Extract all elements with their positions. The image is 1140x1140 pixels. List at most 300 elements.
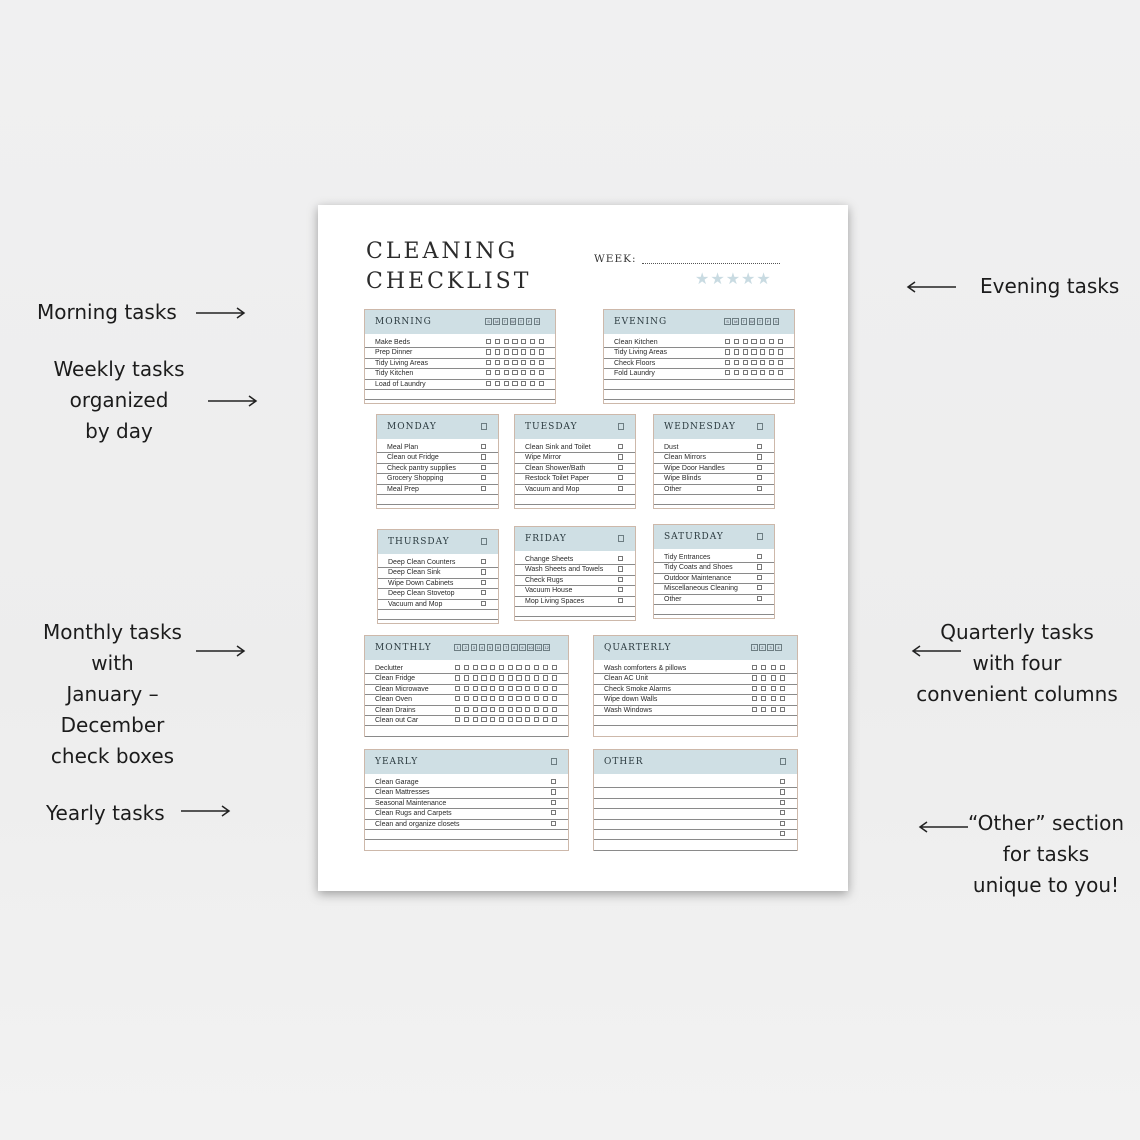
task-checkbox[interactable] — [495, 381, 500, 386]
task-label: Tidy Entrances — [664, 554, 711, 561]
task-checkbox[interactable] — [534, 686, 539, 691]
task-checkbox[interactable] — [521, 370, 526, 375]
task-checkbox[interactable] — [508, 665, 513, 670]
wednesday-title: WEDNESDAY — [664, 422, 736, 432]
task-label: Dust — [664, 444, 679, 451]
task-checkbox[interactable] — [521, 360, 526, 365]
task-checkbox[interactable] — [481, 475, 486, 480]
tuesday-title: TUESDAY — [525, 422, 578, 432]
task-checkbox[interactable] — [778, 339, 783, 344]
task-checkbox[interactable] — [473, 707, 478, 712]
task-row — [594, 830, 797, 840]
task-checkbox[interactable] — [618, 454, 623, 459]
task-checkbox[interactable] — [481, 601, 486, 606]
task-checkbox[interactable] — [508, 696, 513, 701]
task-checkbox[interactable] — [504, 349, 509, 354]
task-checkbox[interactable] — [490, 675, 495, 680]
column-label: 8 — [511, 644, 518, 651]
task-checkbox[interactable] — [725, 339, 730, 344]
note-morning: Morning tasks — [37, 300, 177, 324]
task-label: Tidy Coats and Shoes — [664, 564, 733, 572]
task-checkbox[interactable] — [761, 707, 766, 712]
task-row — [515, 443, 635, 453]
task-checkbox[interactable] — [778, 360, 783, 365]
task-checkbox[interactable] — [516, 665, 521, 670]
task-checkbox[interactable] — [464, 675, 469, 680]
task-checkbox[interactable] — [551, 821, 556, 826]
week-field[interactable] — [642, 263, 780, 264]
task-checkbox[interactable] — [499, 696, 504, 701]
wednesday-section — [653, 414, 775, 509]
monthly-column-headers — [454, 644, 550, 651]
task-checkbox[interactable] — [743, 370, 748, 375]
task-checkbox[interactable] — [543, 665, 548, 670]
task-row — [515, 485, 635, 495]
yearly-header — [365, 750, 568, 774]
task-checkbox[interactable] — [543, 707, 548, 712]
header-checkbox[interactable] — [780, 758, 787, 765]
column-label: F — [526, 318, 533, 325]
task-checkbox[interactable] — [760, 360, 765, 365]
task-checkbox[interactable] — [780, 789, 785, 794]
task-checkbox[interactable] — [499, 686, 504, 691]
task-checkbox[interactable] — [525, 675, 530, 680]
task-checkbox[interactable] — [499, 717, 504, 722]
tuesday-section — [514, 414, 636, 509]
task-checkbox[interactable] — [486, 381, 491, 386]
task-checkbox[interactable] — [752, 675, 757, 680]
task-checkbox[interactable] — [552, 665, 557, 670]
friday-column-headers — [618, 535, 625, 542]
task-checkbox[interactable] — [490, 665, 495, 670]
task-checkbox[interactable] — [495, 370, 500, 375]
task-checkbox[interactable] — [521, 349, 526, 354]
task-checkbox[interactable] — [455, 717, 460, 722]
header-checkbox[interactable] — [618, 423, 625, 430]
task-checkbox[interactable] — [508, 675, 513, 680]
task-checkbox[interactable] — [618, 566, 623, 571]
task-checkbox[interactable] — [481, 707, 486, 712]
task-checkbox[interactable] — [543, 696, 548, 701]
task-checkbox[interactable] — [473, 717, 478, 722]
task-checkbox[interactable] — [490, 686, 495, 691]
task-row — [515, 555, 635, 565]
task-checkbox[interactable] — [473, 665, 478, 670]
task-checkbox[interactable] — [760, 349, 765, 354]
task-checkbox[interactable] — [743, 349, 748, 354]
header-checkbox[interactable] — [757, 423, 764, 430]
task-checkbox[interactable] — [771, 675, 776, 680]
task-checkbox[interactable] — [543, 686, 548, 691]
task-checkbox[interactable] — [761, 665, 766, 670]
task-checkbox[interactable] — [455, 707, 460, 712]
column-label: T — [518, 318, 525, 325]
task-checkbox[interactable] — [455, 665, 460, 670]
task-label: Clean Shower/Bath — [525, 464, 586, 472]
task-row — [594, 695, 797, 705]
task-checkbox[interactable] — [516, 686, 521, 691]
task-checkbox[interactable] — [512, 381, 517, 386]
task-row — [594, 716, 797, 726]
column-label: 12 — [544, 645, 549, 650]
task-label: Deep Clean Counters — [388, 559, 456, 566]
task-checkbox[interactable] — [481, 696, 486, 701]
task-checkbox[interactable] — [516, 696, 521, 701]
task-checkbox[interactable] — [504, 339, 509, 344]
task-row — [515, 495, 635, 505]
saturday-title: SATURDAY — [664, 532, 724, 542]
task-checkbox[interactable] — [734, 339, 739, 344]
task-checkbox[interactable] — [481, 454, 486, 459]
task-checkbox[interactable] — [486, 360, 491, 365]
task-checkbox[interactable] — [761, 696, 766, 701]
task-label: Vacuum House — [525, 587, 573, 595]
evening-title: EVENING — [614, 317, 668, 327]
task-checkbox[interactable] — [552, 717, 557, 722]
friday-header — [515, 527, 635, 551]
header-checkbox[interactable] — [618, 535, 625, 542]
task-checkbox[interactable] — [757, 465, 762, 470]
task-row — [654, 584, 774, 594]
note-other: “Other” section for tasks unique to you! — [967, 811, 1125, 897]
task-checkbox[interactable] — [525, 717, 530, 722]
task-checkbox[interactable] — [481, 569, 486, 574]
task-checkbox[interactable] — [761, 686, 766, 691]
task-checkbox[interactable] — [508, 717, 513, 722]
task-checkbox[interactable] — [771, 665, 776, 670]
task-row — [654, 464, 774, 474]
task-checkbox[interactable] — [780, 686, 785, 691]
task-checkbox[interactable] — [552, 696, 557, 701]
task-checkbox[interactable] — [769, 370, 774, 375]
task-checkbox[interactable] — [543, 675, 548, 680]
task-checkbox[interactable] — [780, 707, 785, 712]
task-checkbox[interactable] — [481, 559, 486, 564]
morning-header — [365, 310, 555, 334]
column-label: S — [535, 319, 539, 324]
task-checkbox[interactable] — [516, 675, 521, 680]
task-row — [365, 674, 568, 684]
task-checkbox[interactable] — [757, 554, 762, 559]
task-checkbox[interactable] — [771, 707, 776, 712]
task-checkbox[interactable] — [551, 800, 556, 805]
task-row — [378, 558, 498, 568]
task-checkbox[interactable] — [751, 349, 756, 354]
task-checkbox[interactable] — [521, 339, 526, 344]
arrow-left-icon — [910, 644, 962, 658]
task-checkbox[interactable] — [464, 696, 469, 701]
task-checkbox[interactable] — [525, 686, 530, 691]
task-checkbox[interactable] — [495, 339, 500, 344]
friday-title: FRIDAY — [525, 534, 567, 544]
task-checkbox[interactable] — [539, 360, 544, 365]
note-weekly: Weekly tasks organized by day — [53, 357, 185, 443]
task-row — [604, 380, 794, 390]
task-checkbox[interactable] — [751, 339, 756, 344]
column-label: W — [750, 319, 754, 324]
task-checkbox[interactable] — [618, 486, 623, 491]
task-checkbox[interactable] — [455, 696, 460, 701]
task-checkbox[interactable] — [481, 686, 486, 691]
task-checkbox[interactable] — [725, 370, 730, 375]
task-checkbox[interactable] — [757, 564, 762, 569]
task-checkbox[interactable] — [780, 810, 785, 815]
task-row — [654, 605, 774, 615]
task-label: Check Rugs — [525, 576, 564, 584]
task-checkbox[interactable] — [481, 590, 486, 595]
task-checkbox[interactable] — [760, 370, 765, 375]
task-checkbox[interactable] — [552, 675, 557, 680]
task-checkbox[interactable] — [618, 444, 623, 449]
task-checkbox[interactable] — [743, 360, 748, 365]
task-checkbox[interactable] — [769, 349, 774, 354]
task-checkbox[interactable] — [516, 717, 521, 722]
task-checkbox[interactable] — [464, 717, 469, 722]
task-checkbox[interactable] — [780, 675, 785, 680]
saturday-header — [654, 525, 774, 549]
task-checkbox[interactable] — [543, 717, 548, 722]
task-checkbox[interactable] — [512, 349, 517, 354]
task-row — [365, 778, 568, 788]
note-quarterly: Quarterly tasks with four convenient columns — [916, 620, 1118, 706]
task-checkbox[interactable] — [486, 349, 491, 354]
task-row — [654, 495, 774, 505]
task-checkbox[interactable] — [725, 349, 730, 354]
task-row — [377, 495, 498, 505]
task-checkbox[interactable] — [618, 587, 623, 592]
task-checkbox[interactable] — [618, 475, 623, 480]
task-checkbox[interactable] — [780, 831, 785, 836]
task-checkbox[interactable] — [757, 596, 762, 601]
task-checkbox[interactable] — [481, 665, 486, 670]
task-checkbox[interactable] — [757, 585, 762, 590]
task-checkbox[interactable] — [508, 707, 513, 712]
task-checkbox[interactable] — [508, 686, 513, 691]
task-checkbox[interactable] — [769, 360, 774, 365]
task-checkbox[interactable] — [516, 707, 521, 712]
task-label: Miscellaneous Cleaning — [664, 585, 738, 593]
task-checkbox[interactable] — [534, 707, 539, 712]
task-checkbox[interactable] — [504, 360, 509, 365]
other-column-headers — [780, 758, 787, 765]
task-label: Wash comforters & pillows — [604, 665, 687, 672]
task-checkbox[interactable] — [481, 486, 486, 491]
task-row — [377, 485, 498, 495]
task-checkbox[interactable] — [757, 444, 762, 449]
task-checkbox[interactable] — [539, 381, 544, 386]
task-row — [604, 390, 794, 400]
task-row — [604, 348, 794, 358]
task-checkbox[interactable] — [752, 686, 757, 691]
task-checkbox[interactable] — [521, 381, 526, 386]
task-checkbox[interactable] — [495, 349, 500, 354]
task-checkbox[interactable] — [473, 675, 478, 680]
task-checkbox[interactable] — [539, 349, 544, 354]
task-checkbox[interactable] — [525, 665, 530, 670]
column-label: S — [487, 319, 490, 324]
task-checkbox[interactable] — [778, 349, 783, 354]
task-row — [365, 348, 555, 358]
task-checkbox[interactable] — [512, 339, 517, 344]
column-label: 1 — [454, 644, 461, 651]
task-label: Clean Sink and Toilet — [525, 444, 591, 451]
quarterly-header — [594, 636, 797, 660]
thursday-task-list — [378, 554, 498, 620]
task-checkbox[interactable] — [752, 665, 757, 670]
task-label: Wash Windows — [604, 706, 652, 714]
task-checkbox[interactable] — [473, 686, 478, 691]
task-checkbox[interactable] — [734, 360, 739, 365]
thursday-section — [377, 529, 499, 624]
task-checkbox[interactable] — [725, 360, 730, 365]
task-checkbox[interactable] — [769, 339, 774, 344]
task-label: Check Floors — [614, 359, 656, 367]
task-checkbox[interactable] — [504, 370, 509, 375]
task-label: Clean Garage — [375, 779, 419, 786]
task-checkbox[interactable] — [539, 339, 544, 344]
task-label: Seasonal Maintenance — [375, 799, 447, 807]
task-checkbox[interactable] — [530, 339, 535, 344]
task-checkbox[interactable] — [757, 454, 762, 459]
arrow-right-icon — [207, 394, 259, 408]
task-checkbox[interactable] — [530, 349, 535, 354]
arrow-left-icon — [905, 280, 957, 294]
task-checkbox[interactable] — [530, 360, 535, 365]
task-checkbox[interactable] — [499, 707, 504, 712]
task-checkbox[interactable] — [552, 686, 557, 691]
task-checkbox[interactable] — [757, 486, 762, 491]
task-checkbox[interactable] — [499, 675, 504, 680]
task-checkbox[interactable] — [734, 349, 739, 354]
task-checkbox[interactable] — [486, 370, 491, 375]
task-label: Load of Laundry — [375, 380, 426, 388]
task-checkbox[interactable] — [752, 707, 757, 712]
task-checkbox[interactable] — [618, 465, 623, 470]
task-checkbox[interactable] — [757, 475, 762, 480]
yearly-title: YEARLY — [375, 757, 419, 767]
task-checkbox[interactable] — [551, 810, 556, 815]
task-checkbox[interactable] — [464, 686, 469, 691]
task-checkbox[interactable] — [618, 598, 623, 603]
task-checkbox[interactable] — [512, 370, 517, 375]
task-checkbox[interactable] — [481, 675, 486, 680]
header-checkbox[interactable] — [481, 423, 488, 430]
header-checkbox[interactable] — [757, 533, 764, 540]
column-label: T — [757, 318, 764, 325]
task-checkbox[interactable] — [464, 665, 469, 670]
thursday-header — [378, 530, 498, 554]
task-row — [365, 788, 568, 798]
task-row — [365, 799, 568, 809]
task-checkbox[interactable] — [780, 779, 785, 784]
task-checkbox[interactable] — [530, 381, 535, 386]
task-checkbox[interactable] — [490, 717, 495, 722]
task-checkbox[interactable] — [751, 370, 756, 375]
task-checkbox[interactable] — [743, 339, 748, 344]
task-row — [594, 706, 797, 716]
task-checkbox[interactable] — [780, 665, 785, 670]
note-evening: Evening tasks — [980, 274, 1120, 298]
task-checkbox[interactable] — [464, 707, 469, 712]
task-checkbox[interactable] — [525, 696, 530, 701]
task-checkbox[interactable] — [751, 360, 756, 365]
task-label: Restock Toilet Paper — [525, 475, 590, 483]
sheet-title: CLEANING CHECKLIST — [366, 239, 532, 294]
task-checkbox[interactable] — [780, 800, 785, 805]
task-checkbox[interactable] — [481, 580, 486, 585]
task-checkbox[interactable] — [752, 696, 757, 701]
star-rating-icon[interactable]: ★★★★★ — [695, 271, 772, 288]
task-checkbox[interactable] — [539, 370, 544, 375]
task-checkbox[interactable] — [455, 686, 460, 691]
task-checkbox[interactable] — [534, 696, 539, 701]
task-checkbox[interactable] — [490, 696, 495, 701]
task-checkbox[interactable] — [455, 675, 460, 680]
column-label: 3 — [767, 644, 774, 651]
task-label: Clean Fridge — [375, 675, 416, 683]
task-checkbox[interactable] — [481, 444, 486, 449]
task-row — [365, 716, 568, 726]
thursday-column-headers — [481, 538, 488, 545]
task-checkbox[interactable] — [734, 370, 739, 375]
task-row — [594, 840, 797, 850]
task-checkbox[interactable] — [486, 339, 491, 344]
task-checkbox[interactable] — [778, 370, 783, 375]
task-checkbox[interactable] — [760, 339, 765, 344]
task-label: Outdoor Maintenance — [664, 574, 732, 582]
monday-header — [377, 415, 498, 439]
task-checkbox[interactable] — [490, 707, 495, 712]
task-checkbox[interactable] — [771, 696, 776, 701]
task-checkbox[interactable] — [495, 360, 500, 365]
task-checkbox[interactable] — [552, 707, 557, 712]
task-checkbox[interactable] — [504, 381, 509, 386]
task-row — [594, 778, 797, 788]
task-checkbox[interactable] — [534, 665, 539, 670]
task-row — [377, 474, 498, 484]
task-checkbox[interactable] — [618, 556, 623, 561]
task-checkbox[interactable] — [757, 575, 762, 580]
task-label: Meal Plan — [387, 444, 419, 451]
header-checkbox[interactable] — [481, 538, 488, 545]
task-checkbox[interactable] — [481, 465, 486, 470]
task-checkbox[interactable] — [761, 675, 766, 680]
task-checkbox[interactable] — [551, 779, 556, 784]
task-label: Clean Mirrors — [664, 454, 707, 462]
task-checkbox[interactable] — [780, 821, 785, 826]
task-checkbox[interactable] — [534, 717, 539, 722]
task-checkbox[interactable] — [525, 707, 530, 712]
task-checkbox[interactable] — [530, 370, 535, 375]
task-checkbox[interactable] — [499, 665, 504, 670]
task-checkbox[interactable] — [512, 360, 517, 365]
task-row — [654, 563, 774, 573]
task-checkbox[interactable] — [473, 696, 478, 701]
task-checkbox[interactable] — [481, 717, 486, 722]
header-checkbox[interactable] — [551, 758, 558, 765]
task-row — [515, 586, 635, 596]
task-checkbox[interactable] — [534, 675, 539, 680]
task-row — [365, 338, 555, 348]
task-checkbox[interactable] — [551, 789, 556, 794]
task-label: Clean out Car — [375, 716, 419, 724]
task-checkbox[interactable] — [780, 696, 785, 701]
task-checkbox[interactable] — [771, 686, 776, 691]
column-label: M — [495, 319, 499, 324]
yearly-task-list — [365, 774, 568, 840]
task-row — [377, 453, 498, 463]
task-checkbox[interactable] — [618, 577, 623, 582]
